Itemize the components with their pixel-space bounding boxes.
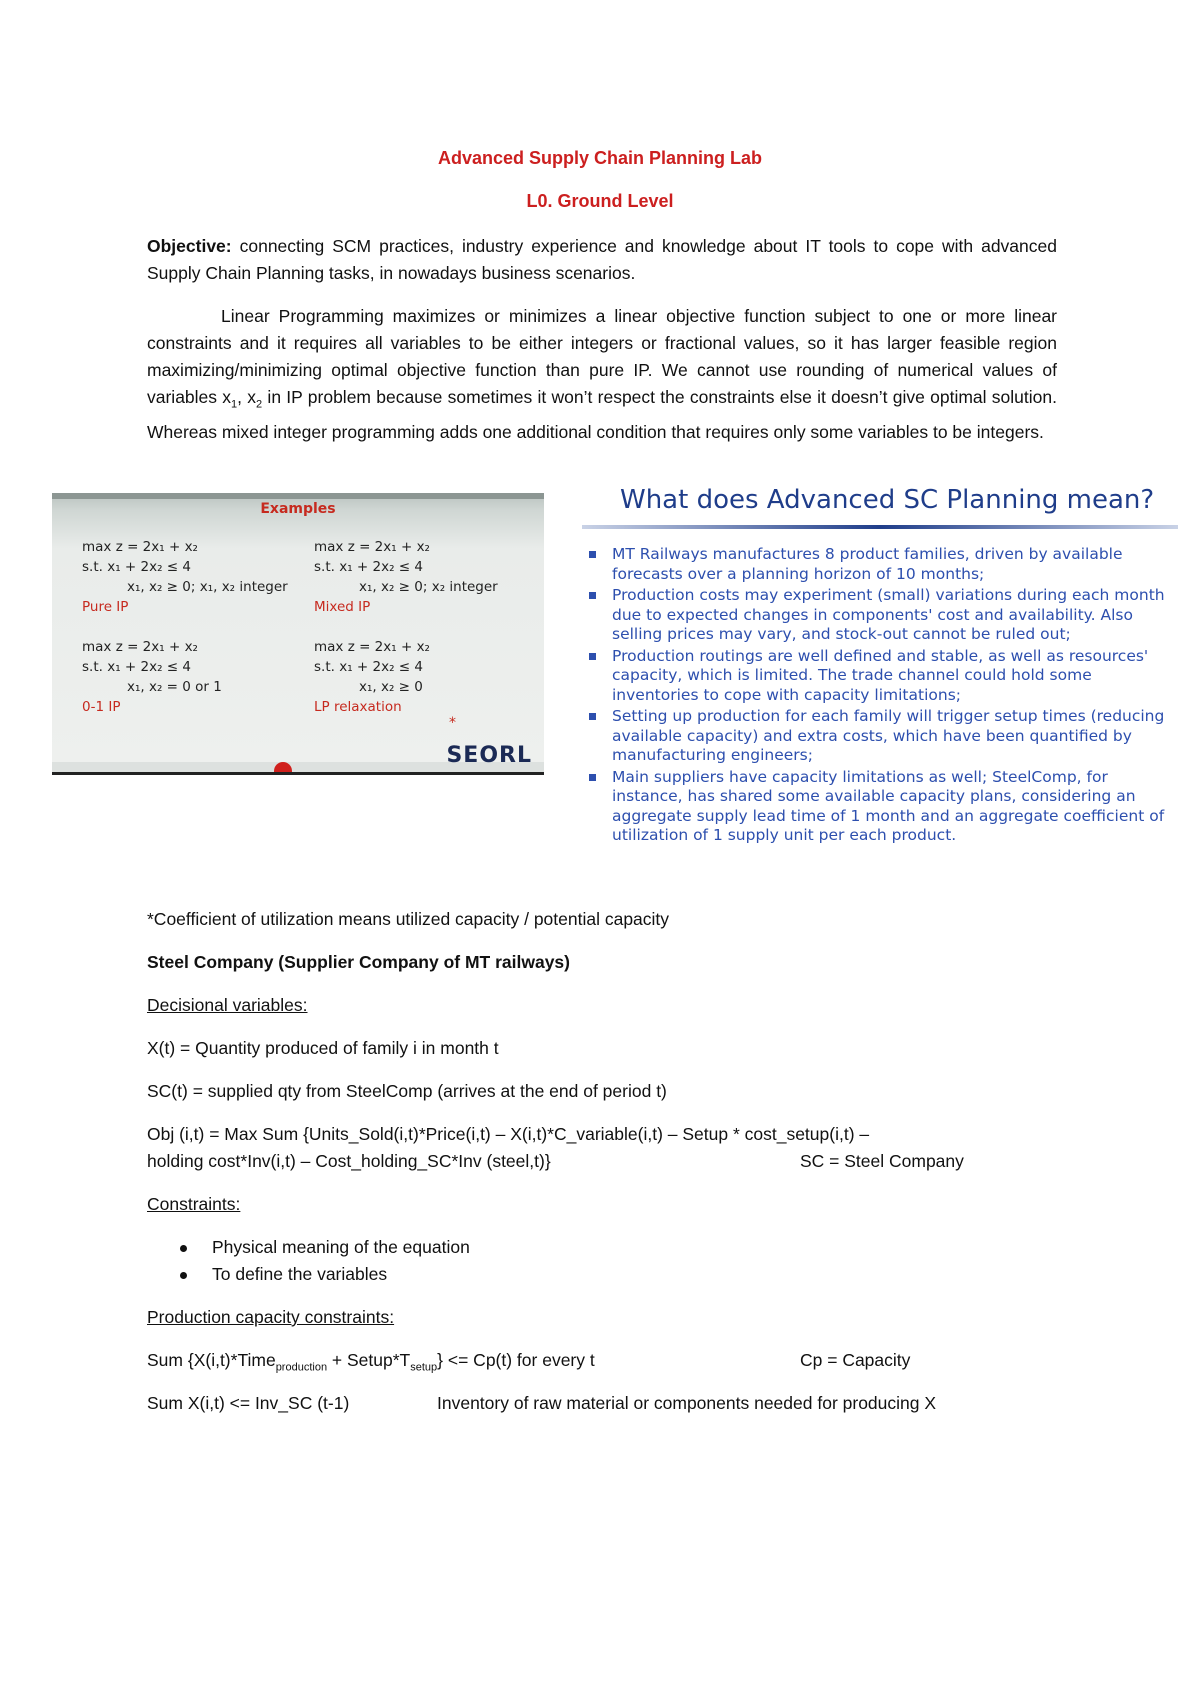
bullet-dot-icon bbox=[180, 1245, 187, 1252]
mixed-ip-domain: x₁, x₂ ≥ 0; x₂ integer bbox=[359, 579, 498, 595]
objective-text: connecting SCM practices, industry experience and knowledge about IT tools to cope with advanced Supply Chain Planning tasks, in nowadays business scenarios. bbox=[147, 236, 1057, 283]
pure-ip-label: Pure IP bbox=[82, 599, 129, 615]
examples-title: Examples bbox=[260, 501, 336, 517]
objective-label: Objective: bbox=[147, 236, 232, 256]
cap-eq-part-c: } <= Cp(t) for every t bbox=[437, 1350, 595, 1370]
lp-sub-2: 2 bbox=[256, 398, 263, 411]
lp-relax-domain: x₁, x₂ ≥ 0 bbox=[359, 679, 423, 695]
seorl-logo: SEORL bbox=[446, 743, 532, 768]
cap-eq-part-b: + Setup*T bbox=[327, 1350, 411, 1370]
binary-ip-constraint: s.t. x₁ + 2x₂ ≤ 4 bbox=[82, 659, 191, 675]
title-underline bbox=[582, 525, 1178, 529]
variable-x-definition: X(t) = Quantity produced of family i in month t bbox=[147, 1038, 499, 1058]
example-binary-ip bbox=[82, 637, 222, 717]
lp-relax-objective: max z = 2x₁ + x₂ bbox=[314, 639, 430, 655]
binary-ip-objective: max z = 2x₁ + x₂ bbox=[82, 639, 198, 655]
sc-definition: SC = Steel Company bbox=[800, 1151, 964, 1171]
binary-ip-label: 0-1 IP bbox=[82, 699, 121, 715]
cap-eq-sub-setup: setup bbox=[410, 1361, 438, 1374]
advanced-sc-slide-image bbox=[582, 485, 1182, 860]
constraints-heading: Constraints: bbox=[147, 1194, 241, 1214]
production-capacity-heading: Production capacity constraints: bbox=[147, 1307, 395, 1327]
example-pure-ip bbox=[82, 537, 288, 617]
decisional-variables-heading: Decisional variables: bbox=[147, 995, 308, 1015]
pure-ip-objective: max z = 2x₁ + x₂ bbox=[82, 539, 198, 555]
slide-bullet: Setting up production for each family will trigger setup times (reducing available capacity) and extra costs, which have been quantified by manufacturing engineers; bbox=[582, 707, 1182, 766]
lp-sub-1: 1 bbox=[231, 398, 238, 411]
slide-bullet: Main suppliers have capacity limitations as well; SteelComp, for instance, has shared some available capacity plans, considering an aggregate supply lead time of 1 month and an aggregate coefficient of utilization of 1 supply unit per each product. bbox=[582, 768, 1182, 846]
examples-slide-image bbox=[52, 493, 544, 775]
constraint-bullet bbox=[180, 1234, 470, 1261]
bullet-text: To define the variables bbox=[212, 1264, 388, 1284]
inventory-equation: Sum X(i,t) <= Inv_SC (t-1) bbox=[147, 1393, 350, 1413]
mixed-ip-label: Mixed IP bbox=[314, 599, 371, 615]
cap-eq-sub-production: production bbox=[275, 1361, 328, 1374]
example-mixed-ip bbox=[314, 537, 498, 617]
pure-ip-domain: x₁, x₂ ≥ 0; x₁, x₂ integer bbox=[127, 579, 288, 595]
lp-relax-constraint: s.t. x₁ + 2x₂ ≤ 4 bbox=[314, 659, 423, 675]
bullet-dot-icon bbox=[180, 1272, 187, 1279]
example-lp-relaxation bbox=[314, 637, 430, 717]
slide-header-bar bbox=[52, 493, 544, 499]
bullet-text: Physical meaning of the equation bbox=[212, 1237, 470, 1257]
advanced-slide-bullets bbox=[582, 545, 1182, 848]
lp-comma: , x bbox=[237, 387, 257, 407]
lp-text-2: in IP problem because sometimes it won’t respect the constraints else it doesn’t give optimal solution. Whereas mixed integer programming adds one additional condition that requires only some variables to be integers. bbox=[147, 387, 1057, 442]
lp-paragraph bbox=[147, 303, 1057, 446]
cap-eq-part-a: Sum {X(i,t)*Time bbox=[147, 1350, 276, 1370]
capacity-equation bbox=[147, 1347, 595, 1382]
document-title: Advanced Supply Chain Planning Lab bbox=[437, 148, 763, 168]
objective-paragraph bbox=[147, 233, 1057, 287]
objective-function-line-1: Obj (i,t) = Max Sum {Units_Sold(i,t)*Price(i,t) – X(i,t)*C_variable(i,t) – Setup * cost_setup(i,t) – bbox=[147, 1124, 870, 1144]
constraint-bullet bbox=[180, 1261, 387, 1288]
slide-bullet: Production costs may experiment (small) variations during each month due to expected changes in components' cost and availability. Also selling prices may vary, and stock-out cannot be ruled out; bbox=[582, 586, 1182, 645]
lp-relax-label: LP relaxation bbox=[314, 699, 402, 715]
coefficient-note: *Coefficient of utilization means utilized capacity / potential capacity bbox=[147, 909, 670, 929]
mixed-ip-objective: max z = 2x₁ + x₂ bbox=[314, 539, 430, 555]
mixed-ip-constraint: s.t. x₁ + 2x₂ ≤ 4 bbox=[314, 559, 423, 575]
pure-ip-constraint: s.t. x₁ + 2x₂ ≤ 4 bbox=[82, 559, 191, 575]
slide-bullet: Production routings are well defined and stable, as well as resources' capacity, which is limited. The trade channel could hold some inventories to cope with capacity limitations; bbox=[582, 647, 1182, 706]
objective-function-line-2: holding cost*Inv(i,t) – Cost_holding_SC*Inv (steel,t)} bbox=[147, 1151, 551, 1171]
steel-company-heading: Steel Company (Supplier Company of MT railways) bbox=[147, 952, 570, 972]
inventory-description: Inventory of raw material or components needed for producing X bbox=[437, 1393, 937, 1413]
lp-text-1: Linear Programming maximizes or minimizes a linear objective function subject to one or more linear constraints and it requires all variables to be either integers or fractional values, so it has larger feasible region maximizing/minimizing optimal objective function than pure IP. We cannot use rounding of numerical values of variables x bbox=[147, 306, 1057, 407]
slide-bullet: MT Railways manufactures 8 product families, driven by available forecasts over a planning horizon of 10 months; bbox=[582, 545, 1182, 584]
record-dot-icon bbox=[274, 762, 292, 775]
cp-definition: Cp = Capacity bbox=[800, 1350, 911, 1370]
variable-sc-definition: SC(t) = supplied qty from SteelComp (arrives at the end of period t) bbox=[147, 1081, 667, 1101]
binary-ip-domain: x₁, x₂ = 0 or 1 bbox=[127, 679, 222, 695]
document-subtitle: L0. Ground Level bbox=[526, 191, 674, 211]
asterisk-mark: * bbox=[449, 715, 456, 731]
advanced-slide-title: What does Advanced SC Planning mean? bbox=[620, 485, 1155, 515]
